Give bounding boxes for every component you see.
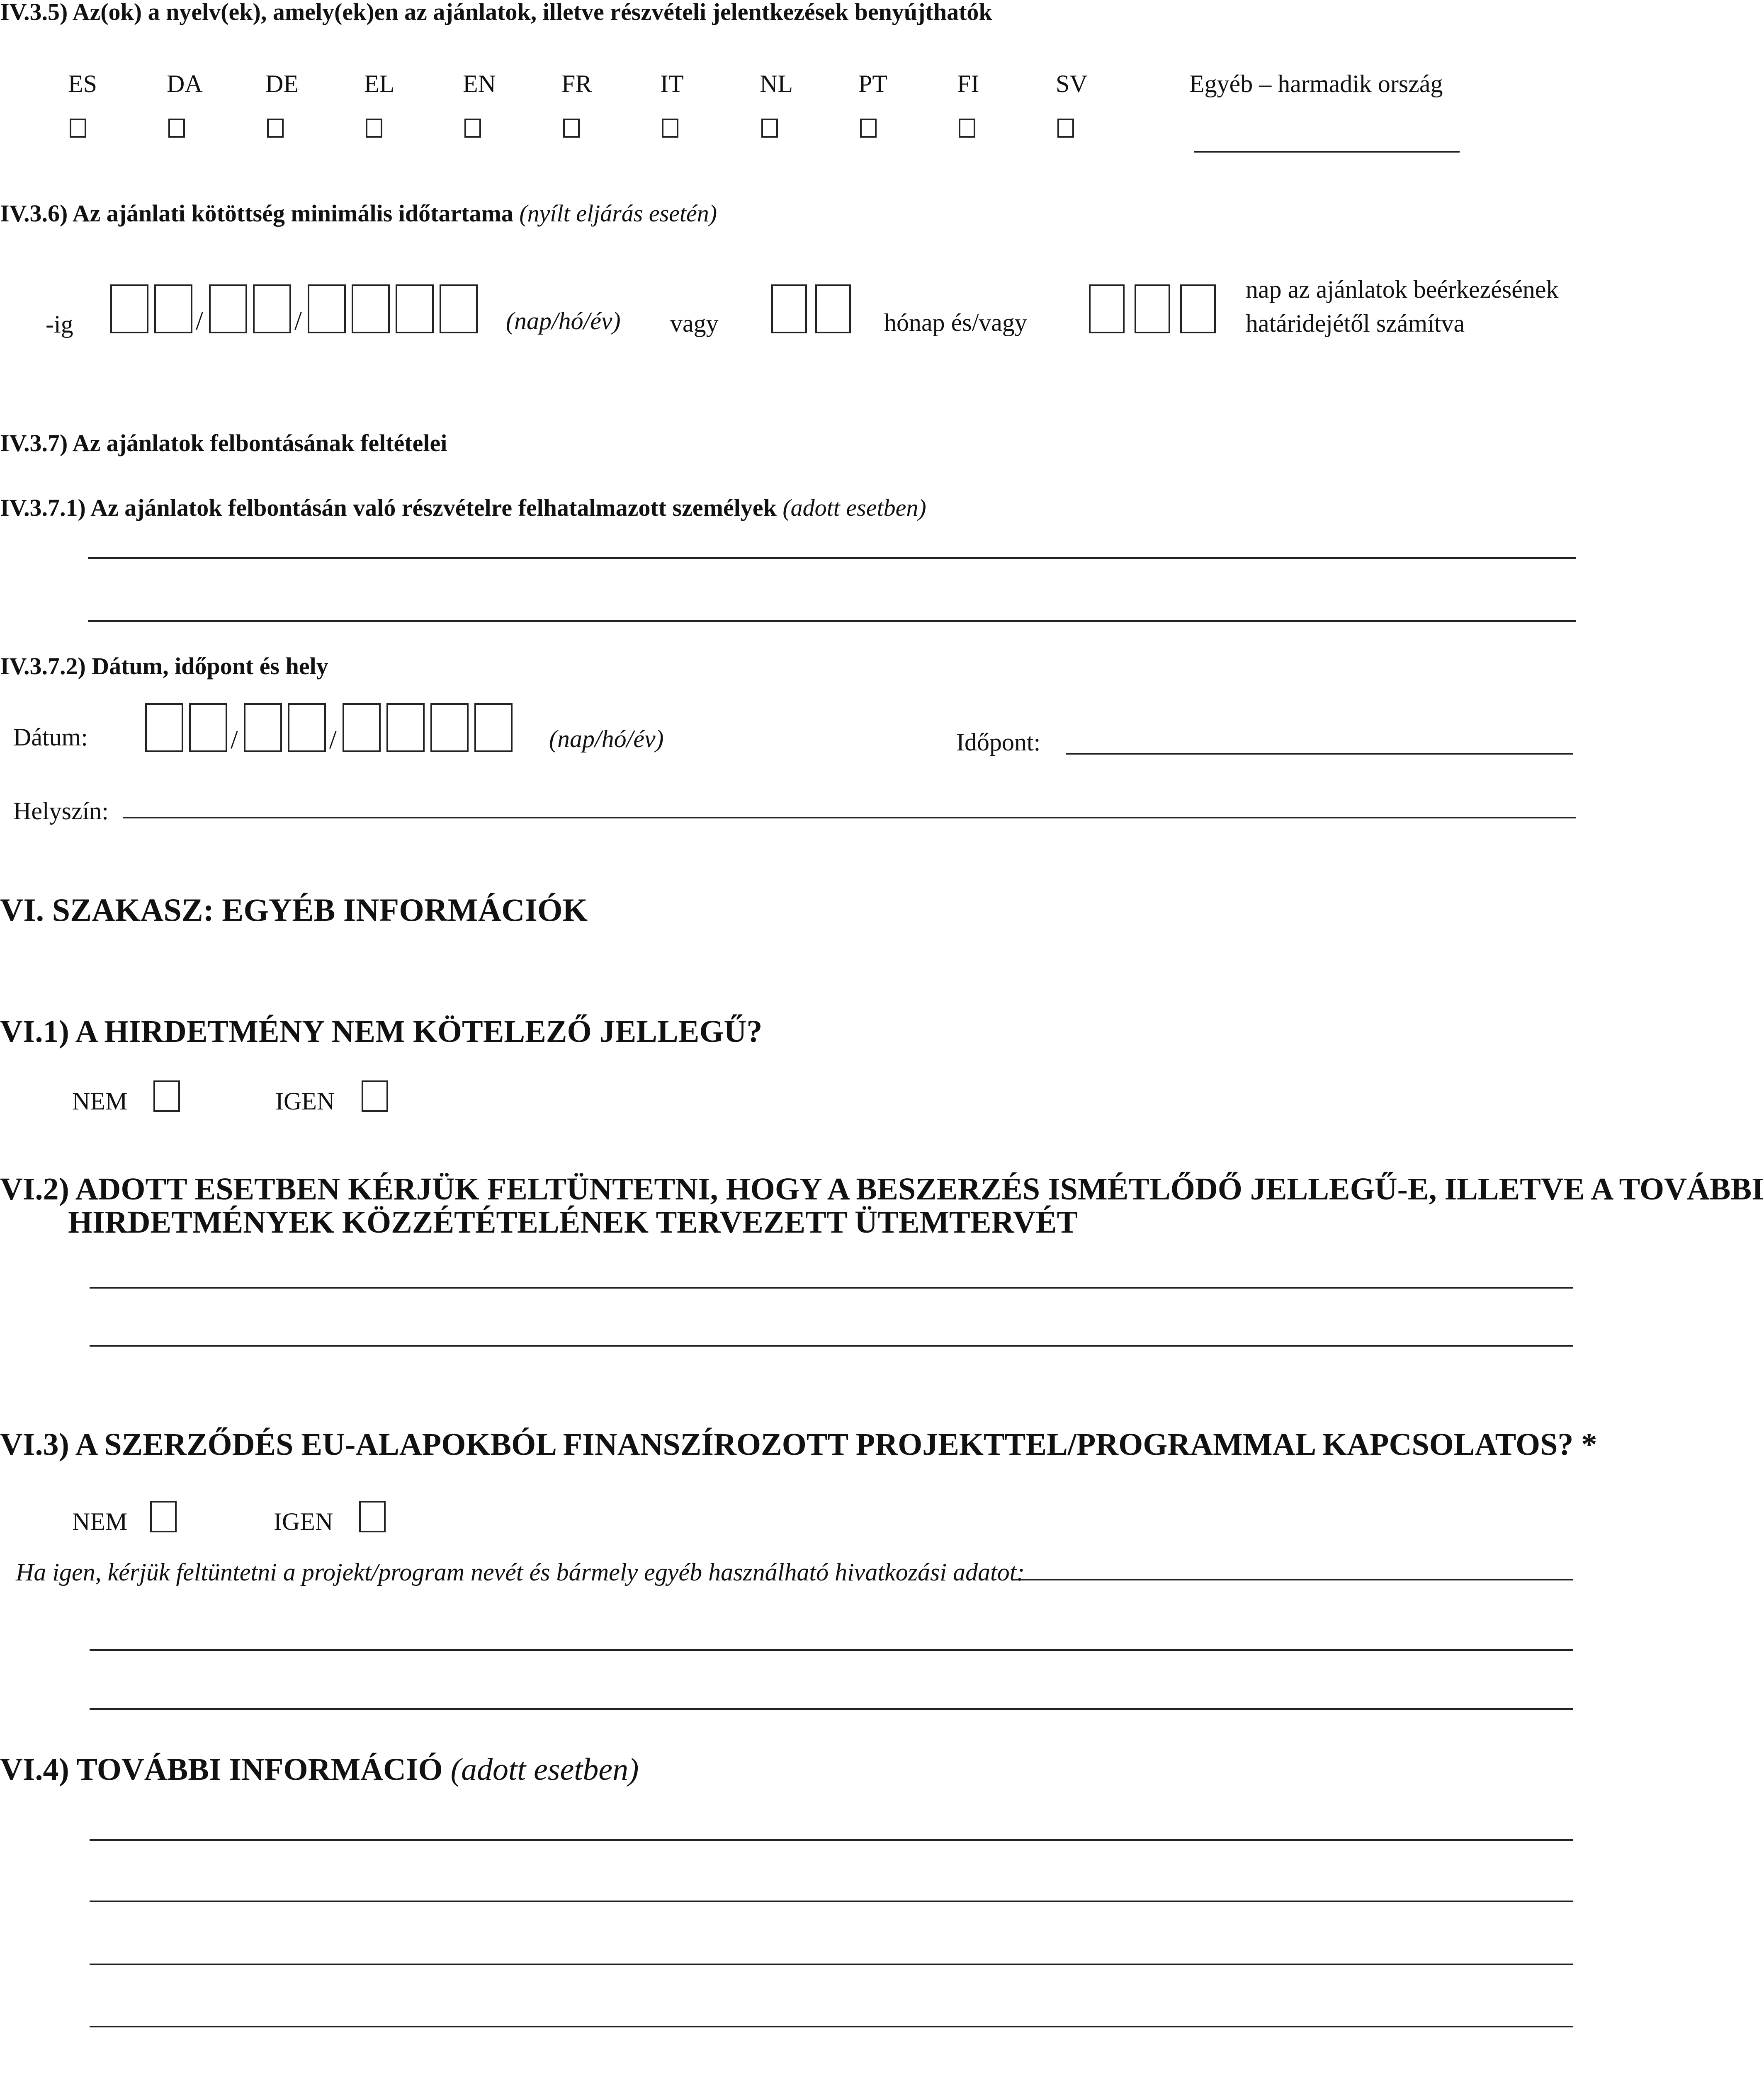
section-iv-3-7-heading: IV.3.7) Az ajánlatok felbontásának feltételei: [0, 430, 447, 456]
language-checkbox-fi[interactable]: [959, 119, 975, 138]
opening-date-digit-box[interactable]: [343, 703, 381, 752]
opening-date-digit-box[interactable]: [244, 703, 282, 752]
section-iv-3-7-1-title: IV.3.7.1) Az ajánlatok felbontásán való részvételre felhatalmazott személyek: [0, 494, 777, 521]
vi-1-no-checkbox[interactable]: [153, 1080, 180, 1112]
section-iv-3-6-heading: [0, 201, 717, 226]
validity-date-separator: /: [294, 306, 302, 335]
language-checkbox-en[interactable]: [464, 119, 481, 138]
language-checkbox-de[interactable]: [267, 119, 284, 138]
vi-3-project-field[interactable]: [1012, 1579, 1573, 1580]
section-iv-3-7-2-heading: IV.3.7.2) Dátum, időpont és hely: [0, 653, 328, 680]
section-vi-2-heading-line1: VI.2) ADOTT ESETBEN KÉRJÜK FELTÜNTETNI, HOGY A BESZERZÉS ISMÉTLŐDŐ JELLEGŰ-E, ILLETVE A TOVÁBBI: [0, 1172, 1764, 1206]
opening-date-digit-box[interactable]: [189, 703, 227, 752]
vi-3-project-line[interactable]: [90, 1649, 1573, 1651]
opening-date-digit-box[interactable]: [474, 703, 513, 752]
vi-4-answer-line[interactable]: [90, 1901, 1573, 1902]
language-label-es: ES: [68, 70, 97, 97]
language-label-el: EL: [364, 70, 395, 97]
section-vi-3-heading: VI.3) A SZERZŐDÉS EU-ALAPOKBÓL FINANSZÍROZOTT PROJEKTTEL/PROGRAMMAL KAPCSOLATOS? *: [0, 1427, 1597, 1462]
language-checkbox-sv[interactable]: [1057, 119, 1074, 138]
vi-1-yes-label: IGEN: [275, 1087, 335, 1115]
validity-date-digit-box[interactable]: [154, 284, 192, 333]
section-iv-3-6-title: IV.3.6) Az ajánlati kötöttség minimális időtartama: [0, 200, 513, 227]
validity-date-digit-box[interactable]: [253, 284, 291, 333]
days-digit-box[interactable]: [1135, 284, 1170, 333]
other-country-label: Egyéb – harmadik ország: [1189, 70, 1443, 97]
section-vi-1-heading: VI.1) A HIRDETMÉNY NEM KÖTELEZŐ JELLEGŰ?: [0, 1014, 763, 1049]
language-checkbox-el[interactable]: [366, 119, 382, 138]
months-label: hónap és/vagy: [884, 309, 1027, 336]
authorised-persons-line[interactable]: [88, 620, 1576, 622]
validity-date-digit-box[interactable]: [440, 284, 478, 333]
section-iv-3-7-1-heading: [0, 496, 926, 520]
months-digit-box[interactable]: [815, 284, 851, 333]
opening-date-digit-box[interactable]: [386, 703, 425, 752]
language-checkbox-it[interactable]: [662, 119, 678, 138]
validity-date-digit-box[interactable]: [209, 284, 247, 333]
vi-2-answer-line[interactable]: [90, 1287, 1573, 1289]
language-checkbox-es[interactable]: [70, 119, 86, 138]
vi-3-yes-label: IGEN: [274, 1508, 333, 1535]
vi-1-yes-checkbox[interactable]: [362, 1080, 388, 1112]
vi-2-answer-line[interactable]: [90, 1345, 1573, 1347]
or-label: vagy: [670, 310, 719, 337]
opening-time-label: Időpont:: [956, 728, 1041, 756]
opening-date-format: (nap/hó/év): [549, 725, 664, 752]
validity-date-separator: /: [196, 306, 203, 335]
vi-3-yes-checkbox[interactable]: [359, 1501, 386, 1532]
days-digit-box[interactable]: [1089, 284, 1125, 333]
days-digit-box[interactable]: [1180, 284, 1216, 333]
section-vi-4-heading: [0, 1754, 639, 1785]
language-checkbox-da[interactable]: [168, 119, 185, 138]
section-vi-4-note: (adott esetben): [450, 1752, 639, 1787]
validity-date-digit-box[interactable]: [396, 284, 434, 333]
opening-date-digit-box[interactable]: [430, 703, 469, 752]
language-label-en: EN: [463, 70, 496, 97]
opening-place-field[interactable]: [123, 817, 1576, 818]
vi-3-no-label: NEM: [72, 1508, 128, 1535]
opening-time-field[interactable]: [1066, 753, 1573, 755]
authorised-persons-line[interactable]: [88, 557, 1576, 559]
opening-place-label: Helyszín:: [13, 797, 109, 825]
validity-date-digit-box[interactable]: [308, 284, 346, 333]
section-vi-4-title: VI.4) TOVÁBBI INFORMÁCIÓ: [0, 1752, 443, 1787]
vi-4-answer-line[interactable]: [90, 1964, 1573, 1965]
vi-1-no-label: NEM: [72, 1087, 128, 1115]
vi-4-answer-line[interactable]: [90, 2026, 1573, 2027]
opening-date-digit-box[interactable]: [288, 703, 326, 752]
section-vi-heading: VI. SZAKASZ: EGYÉB INFORMÁCIÓK: [0, 892, 588, 928]
section-iv-3-5-heading: IV.3.5) Az(ok) a nyelv(ek), amely(ek)en az ajánlatok, illetve részvételi jelentkezések benyújthatók: [0, 0, 992, 25]
language-label-pt: PT: [858, 70, 888, 97]
months-digit-box[interactable]: [771, 284, 807, 333]
days-label-line2: határidejétől számítva: [1246, 310, 1465, 337]
language-label-nl: NL: [760, 70, 793, 97]
ig-label: -ig: [46, 311, 73, 338]
vi-3-no-checkbox[interactable]: [150, 1501, 177, 1532]
vi-3-project-line[interactable]: [90, 1708, 1573, 1710]
language-label-da: DA: [167, 70, 203, 97]
opening-date-label: Dátum:: [13, 723, 88, 751]
language-checkbox-pt[interactable]: [860, 119, 877, 138]
days-label-line1: nap az ajánlatok beérkezésének: [1246, 276, 1559, 303]
validity-date-digit-box[interactable]: [110, 284, 148, 333]
opening-date-separator: /: [329, 725, 337, 754]
section-iv-3-7-1-note: (adott esetben): [782, 494, 926, 521]
language-checkbox-fr[interactable]: [563, 119, 580, 138]
validity-date-digit-box[interactable]: [352, 284, 390, 333]
language-label-fi: FI: [957, 70, 979, 97]
language-label-sv: SV: [1056, 70, 1088, 97]
language-label-it: IT: [660, 70, 684, 97]
language-checkbox-nl[interactable]: [761, 119, 778, 138]
language-label-fr: FR: [561, 70, 592, 97]
vi-3-if-yes-label: Ha igen, kérjük feltüntetni a projekt/program nevét és bármely egyéb használható hivatkozási adatot:: [16, 1558, 1025, 1586]
other-country-field[interactable]: [1194, 151, 1460, 153]
opening-date-separator: /: [231, 725, 238, 754]
validity-date-format: (nap/hó/év): [506, 307, 621, 335]
language-label-de: DE: [265, 70, 299, 97]
opening-date-digit-box[interactable]: [145, 703, 183, 752]
vi-4-answer-line[interactable]: [90, 1839, 1573, 1841]
section-vi-2-heading-line2: HIRDETMÉNYEK KÖZZÉTÉTELÉNEK TERVEZETT ÜTEMTERVÉT: [68, 1205, 1078, 1240]
section-iv-3-6-note: (nyílt eljárás esetén): [519, 200, 717, 227]
